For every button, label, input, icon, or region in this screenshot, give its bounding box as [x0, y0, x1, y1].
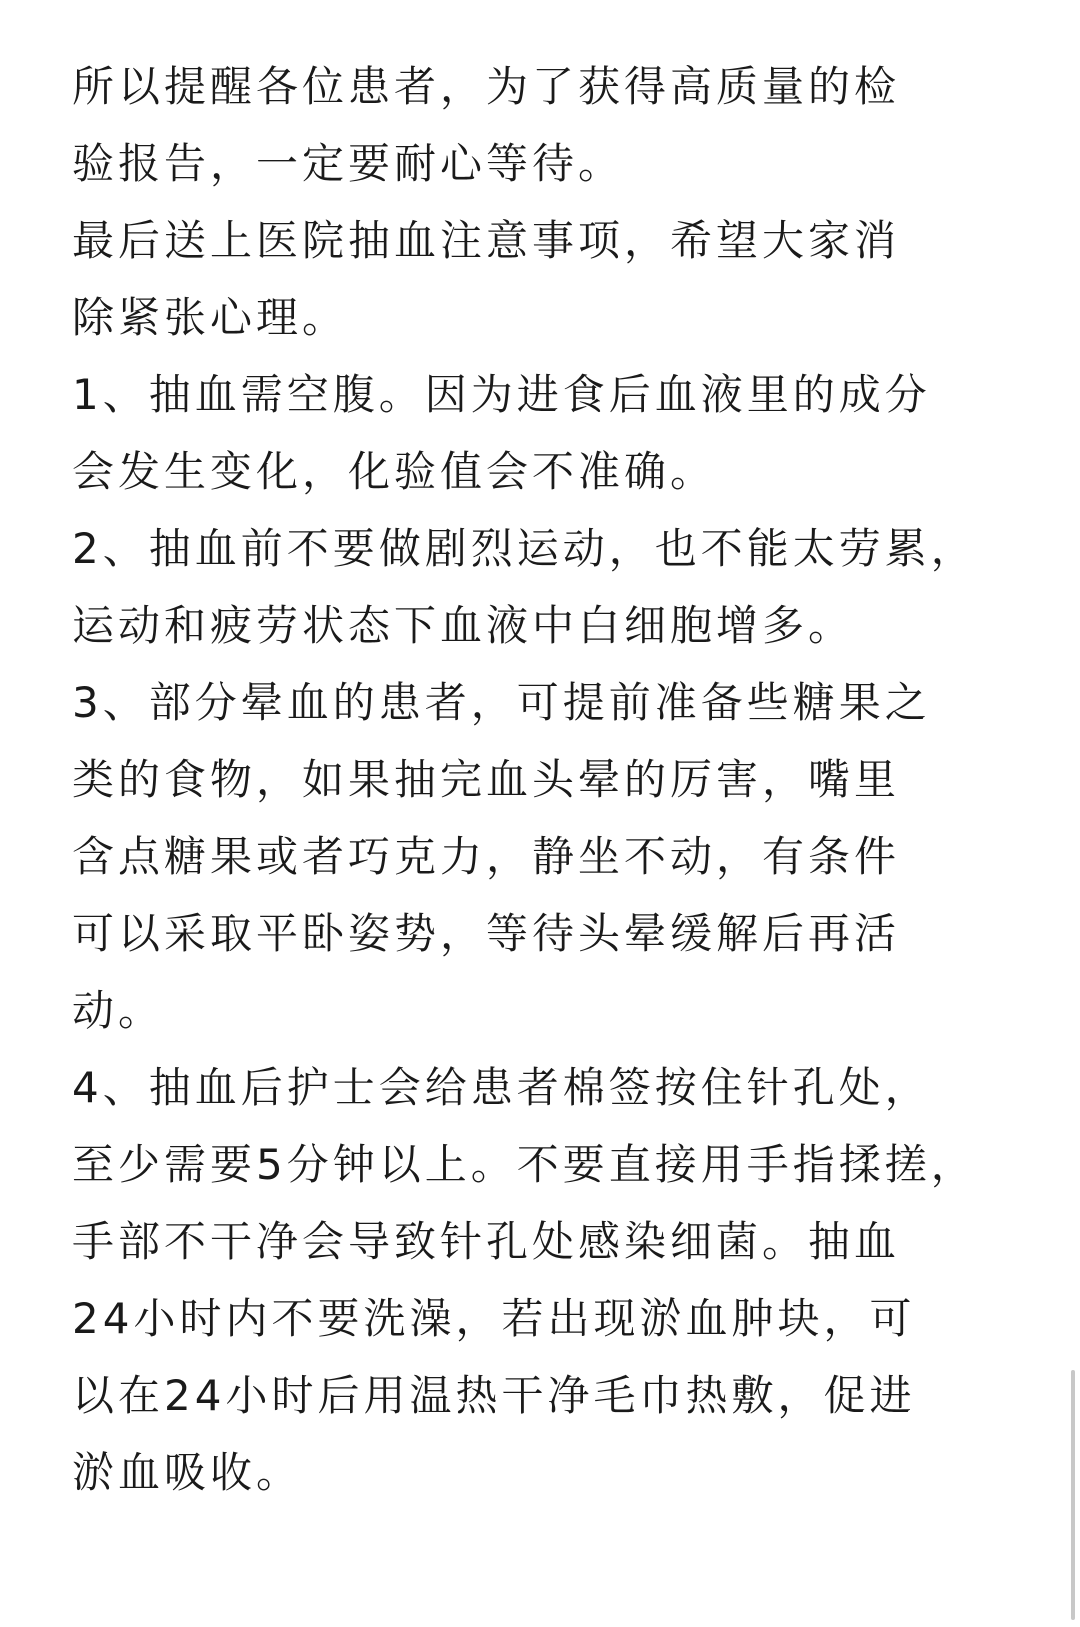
text-line: 淤血吸收。	[72, 1448, 303, 1497]
text-line: 所以提醒各位患者，为了获得高质量的检	[72, 62, 901, 111]
text-line: 含点糖果或者巧克力，静坐不动，有条件	[72, 832, 901, 881]
text-line: 验报告，一定要耐心等待。	[72, 139, 625, 188]
text-line: 动。	[72, 986, 165, 1035]
text-line: 4、抽血后护士会给患者棉签按住针孔处，	[72, 1063, 931, 1112]
text-line: 24小时内不要洗澡，若出现淤血肿块，可	[72, 1294, 916, 1343]
text-line: 除紧张心理。	[72, 293, 349, 342]
article-text	[72, 48, 1012, 1511]
text-line: 手部不干净会导致针孔处感染细菌。抽血	[72, 1217, 901, 1266]
text-line: 类的食物，如果抽完血头晕的厉害，嘴里	[72, 755, 901, 804]
text-line: 可以采取平卧姿势，等待头晕缓解后再活	[72, 909, 901, 958]
text-line: 以在24小时后用温热干净毛巾热敷，促进	[72, 1371, 916, 1420]
text-line: 2、抽血前不要做剧烈运动，也不能太劳累，	[72, 524, 977, 573]
text-line: 至少需要5分钟以上。不要直接用手指揉搓，	[72, 1140, 977, 1189]
text-line: 最后送上医院抽血注意事项，希望大家消	[72, 216, 901, 265]
text-line: 运动和疲劳状态下血液中白细胞增多。	[72, 601, 855, 650]
vertical-scrollbar[interactable]	[1071, 1370, 1075, 1620]
text-line: 会发生变化，化验值会不准确。	[72, 447, 717, 496]
text-line: 1、抽血需空腹。因为进食后血液里的成分	[72, 370, 931, 419]
text-line: 3、部分晕血的患者，可提前准备些糖果之	[72, 678, 931, 727]
